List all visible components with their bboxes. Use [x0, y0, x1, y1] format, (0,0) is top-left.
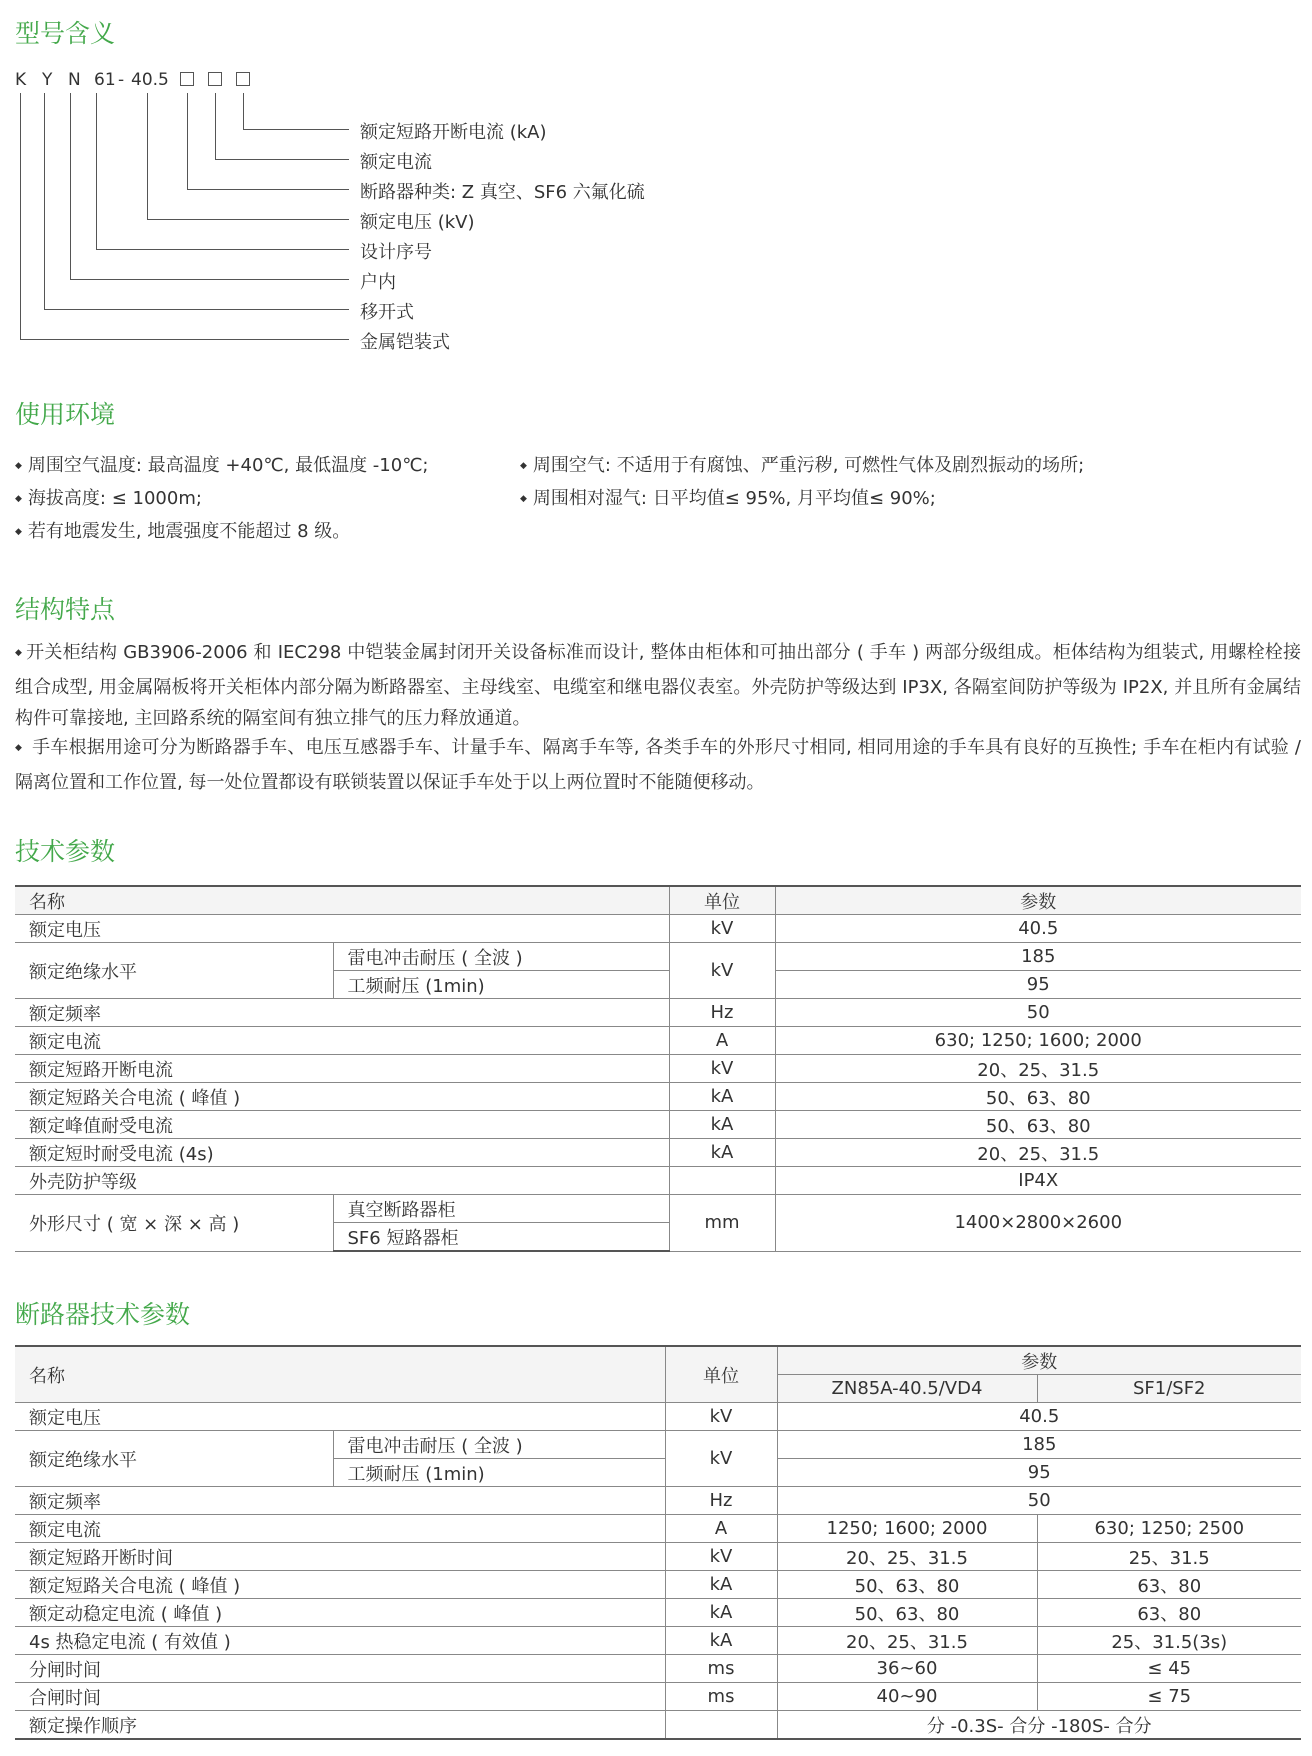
cell-name: 额定短路关合电流 ( 峰值 ): [15, 1083, 669, 1111]
cell-unit: Hz: [669, 999, 775, 1027]
cell-value: 25、31.5: [1037, 1543, 1301, 1571]
cell-value: 63、80: [1037, 1571, 1301, 1599]
model-legend: [0, 0, 1312, 370]
cell-subname: 工频耐压 (1min): [333, 971, 669, 999]
cell-unit: kA: [665, 1599, 777, 1627]
cell-name: 外壳防护等级: [15, 1167, 669, 1195]
cell-name: 额定频率: [15, 1487, 665, 1515]
legend-indoor: 户内: [360, 272, 396, 293]
table-row: [15, 1655, 1301, 1683]
tech-table: [15, 885, 1301, 1252]
cell-unit: kA: [665, 1571, 777, 1599]
table-row: [15, 1571, 1301, 1599]
cell-name: 额定短路关合电流 ( 峰值 ): [15, 1571, 665, 1599]
cell-name: 额定动稳定电流 ( 峰值 ): [15, 1599, 665, 1627]
section-title-tech: 技术参数: [15, 837, 116, 866]
table-row: [15, 943, 1301, 971]
code-design-no: 61: [94, 70, 116, 90]
header-model-vd4: ZN85A-40.5/VD4: [777, 1375, 1037, 1403]
cell-subname: SF6 短路器柜: [333, 1223, 669, 1252]
section-title-model: 型号含义: [15, 19, 116, 48]
cell-value: 95: [775, 971, 1301, 999]
table-row: [15, 1599, 1301, 1627]
cell-value: 185: [777, 1431, 1301, 1459]
cell-unit: Hz: [665, 1487, 777, 1515]
cell-unit: kV: [669, 943, 775, 999]
table-row: [15, 1711, 1301, 1740]
table-row: [15, 1627, 1301, 1655]
legend-design-no: 设计序号: [360, 242, 432, 263]
code-letter-n: N: [68, 70, 81, 90]
cell-unit: kV: [665, 1431, 777, 1487]
table-row: [15, 1027, 1301, 1055]
code-letter-y: Y: [42, 70, 53, 90]
env-item: ◆ 周围空气: 不适用于有腐蚀、严重污秽, 可燃性气体及剧烈振动的场所;: [520, 451, 1084, 477]
cell-value: 63、80: [1037, 1599, 1301, 1627]
table-row: [15, 1167, 1301, 1195]
cell-name: 外形尺寸 ( 宽 × 深 × 高 ): [15, 1195, 333, 1252]
table-row: [15, 1543, 1301, 1571]
legend-withdrawable: 移开式: [360, 302, 414, 323]
cell-value: 630; 1250; 1600; 2000: [775, 1027, 1301, 1055]
cell-unit: kV: [665, 1403, 777, 1431]
cell-name: 额定峰值耐受电流: [15, 1111, 669, 1139]
cell-value: 1250; 1600; 2000: [777, 1515, 1037, 1543]
cell-value: 50、63、80: [777, 1571, 1037, 1599]
table-row: [15, 1195, 1301, 1223]
legend-rated-current: 额定电流: [360, 152, 432, 173]
cell-subname: 真空断路器柜: [333, 1195, 669, 1223]
cell-subname: 工频耐压 (1min): [333, 1459, 665, 1487]
header-model-sf: SF1/SF2: [1037, 1375, 1301, 1403]
cell-name: 额定短路开断时间: [15, 1543, 665, 1571]
cell-value: 50: [775, 999, 1301, 1027]
cell-value: 25、31.5(3s): [1037, 1627, 1301, 1655]
cell-name: 额定电流: [15, 1515, 665, 1543]
table-row: [15, 1683, 1301, 1711]
cell-value: 630; 1250; 2500: [1037, 1515, 1301, 1543]
env-item: ◆ 若有地震发生, 地震强度不能超过 8 级。: [15, 517, 350, 543]
header-unit: 单位: [665, 1346, 777, 1403]
cell-unit: ms: [665, 1655, 777, 1683]
legend-metal-clad: 金属铠装式: [360, 332, 450, 353]
legend-breaker-type: 断路器种类: Z 真空、SF6 六氟化硫: [360, 182, 645, 203]
cell-value: 分 -0.3S- 合分 -180S- 合分: [777, 1711, 1301, 1740]
cell-value: IP4X: [775, 1167, 1301, 1195]
cell-value: 20、25、31.5: [777, 1543, 1037, 1571]
header-name: 名称: [15, 886, 669, 915]
table-header-row: [15, 886, 1301, 915]
cell-unit: kV: [669, 1055, 775, 1083]
cell-name: 额定电流: [15, 1027, 669, 1055]
cell-subname: 雷电冲击耐压 ( 全波 ): [333, 943, 669, 971]
legend-breaking-current: 额定短路开断电流 (kA): [360, 122, 547, 143]
cell-name: 额定频率: [15, 999, 669, 1027]
table-row: [15, 1403, 1301, 1431]
legend-connector: [20, 93, 349, 340]
table-row: [15, 1431, 1301, 1459]
table-row: [15, 1055, 1301, 1083]
cell-value: 20、25、31.5: [775, 1055, 1301, 1083]
table-row: [15, 1139, 1301, 1167]
table-row: [15, 1487, 1301, 1515]
header-param: 参数: [777, 1346, 1301, 1375]
cell-unit: kA: [665, 1627, 777, 1655]
cell-name: 额定电压: [15, 915, 669, 943]
header-param: 参数: [775, 886, 1301, 915]
cell-unit: kV: [669, 915, 775, 943]
structure-paragraph: ◆ 手车根据用途可分为断路器手车、电压互感器手车、计量手车、隔离手车等, 各类手车的外形尺寸相同, 相同用途的手车具有良好的互换性; 手车在柜内有试验 / 隔离位置和工作位置, 每一处位置都设有联锁装置以保证手车处于以上两位置时不能随便移动。: [15, 732, 1301, 798]
cell-subname: 雷电冲击耐压 ( 全波 ): [333, 1431, 665, 1459]
cell-unit: A: [665, 1515, 777, 1543]
section-title-env: 使用环境: [15, 400, 116, 429]
cell-value: 20、25、31.5: [775, 1139, 1301, 1167]
structure-paragraph: ◆ 开关柜结构 GB3906-2006 和 IEC298 中铠装金属封闭开关设备标准而设计, 整体由柜体和可抽出部分 ( 手车 ) 两部分级组成。柜体结构为组装式, 用螺栓栓接组合成型, 用金属隔板将开关柜体内部分隔为断路器室、主母线室、电缆室和继电器仪表室。外壳防护等级达到 IP3X, 各隔室间防护等级为 IP2X, 并且所有金属结构件可靠接地, 主回路系统的隔室间有独立排气的压力释放通道。: [15, 637, 1301, 734]
cell-value: 95: [777, 1459, 1301, 1487]
cell-value: 40~90: [777, 1683, 1037, 1711]
table-row: [15, 1515, 1301, 1543]
cell-unit: [665, 1711, 777, 1740]
cell-name: 额定操作顺序: [15, 1711, 665, 1740]
cell-value: 50、63、80: [775, 1111, 1301, 1139]
cell-value: 50: [777, 1487, 1301, 1515]
table-row: [15, 999, 1301, 1027]
cell-name: 额定短时耐受电流 (4s): [15, 1139, 669, 1167]
cell-unit: kA: [669, 1139, 775, 1167]
env-item: ◆ 周围空气温度: 最高温度 +40℃, 最低温度 -10℃;: [15, 451, 428, 477]
cell-value: 40.5: [775, 915, 1301, 943]
header-unit: 单位: [669, 886, 775, 915]
cell-name: 合闸时间: [15, 1683, 665, 1711]
cell-unit: ms: [665, 1683, 777, 1711]
cell-name: 额定绝缘水平: [15, 1431, 333, 1487]
cell-name: 额定电压: [15, 1403, 665, 1431]
table-header-row: [15, 1346, 1301, 1375]
cell-value: 40.5: [777, 1403, 1301, 1431]
header-name: 名称: [15, 1346, 665, 1403]
section-title-breaker: 断路器技术参数: [15, 1300, 191, 1329]
section-title-structure: 结构特点: [15, 595, 116, 624]
cell-name: 4s 热稳定电流 ( 有效值 ): [15, 1627, 665, 1655]
table-row: [15, 915, 1301, 943]
cell-unit: mm: [669, 1195, 775, 1252]
cell-unit: kV: [665, 1543, 777, 1571]
cell-name: 额定短路开断电流: [15, 1055, 669, 1083]
cell-unit: kA: [669, 1111, 775, 1139]
cell-unit: kA: [669, 1083, 775, 1111]
code-letter-k: K: [15, 70, 27, 90]
cell-value: 1400×2800×2600: [775, 1195, 1301, 1252]
cell-name: 额定绝缘水平: [15, 943, 333, 999]
cell-value: 20、25、31.5: [777, 1627, 1037, 1655]
legend-rated-voltage: 额定电压 (kV): [360, 212, 475, 233]
code-dash: -: [118, 70, 125, 90]
cell-value: 36~60: [777, 1655, 1037, 1683]
env-item: ◆ 海拔高度: ≤ 1000m;: [15, 484, 202, 510]
table-row: [15, 1083, 1301, 1111]
table-row: [15, 1111, 1301, 1139]
cell-unit: A: [669, 1027, 775, 1055]
cell-value: 185: [775, 943, 1301, 971]
env-item: ◆ 周围相对湿气: 日平均值≤ 95%, 月平均值≤ 90%;: [520, 484, 936, 510]
cell-unit: [669, 1167, 775, 1195]
breaker-table: [15, 1345, 1301, 1740]
cell-value: 50、63、80: [775, 1083, 1301, 1111]
code-voltage: 40.5: [131, 70, 169, 90]
cell-value: ≤ 45: [1037, 1655, 1301, 1683]
cell-name: 分闸时间: [15, 1655, 665, 1683]
cell-value: ≤ 75: [1037, 1683, 1301, 1711]
cell-value: 50、63、80: [777, 1599, 1037, 1627]
